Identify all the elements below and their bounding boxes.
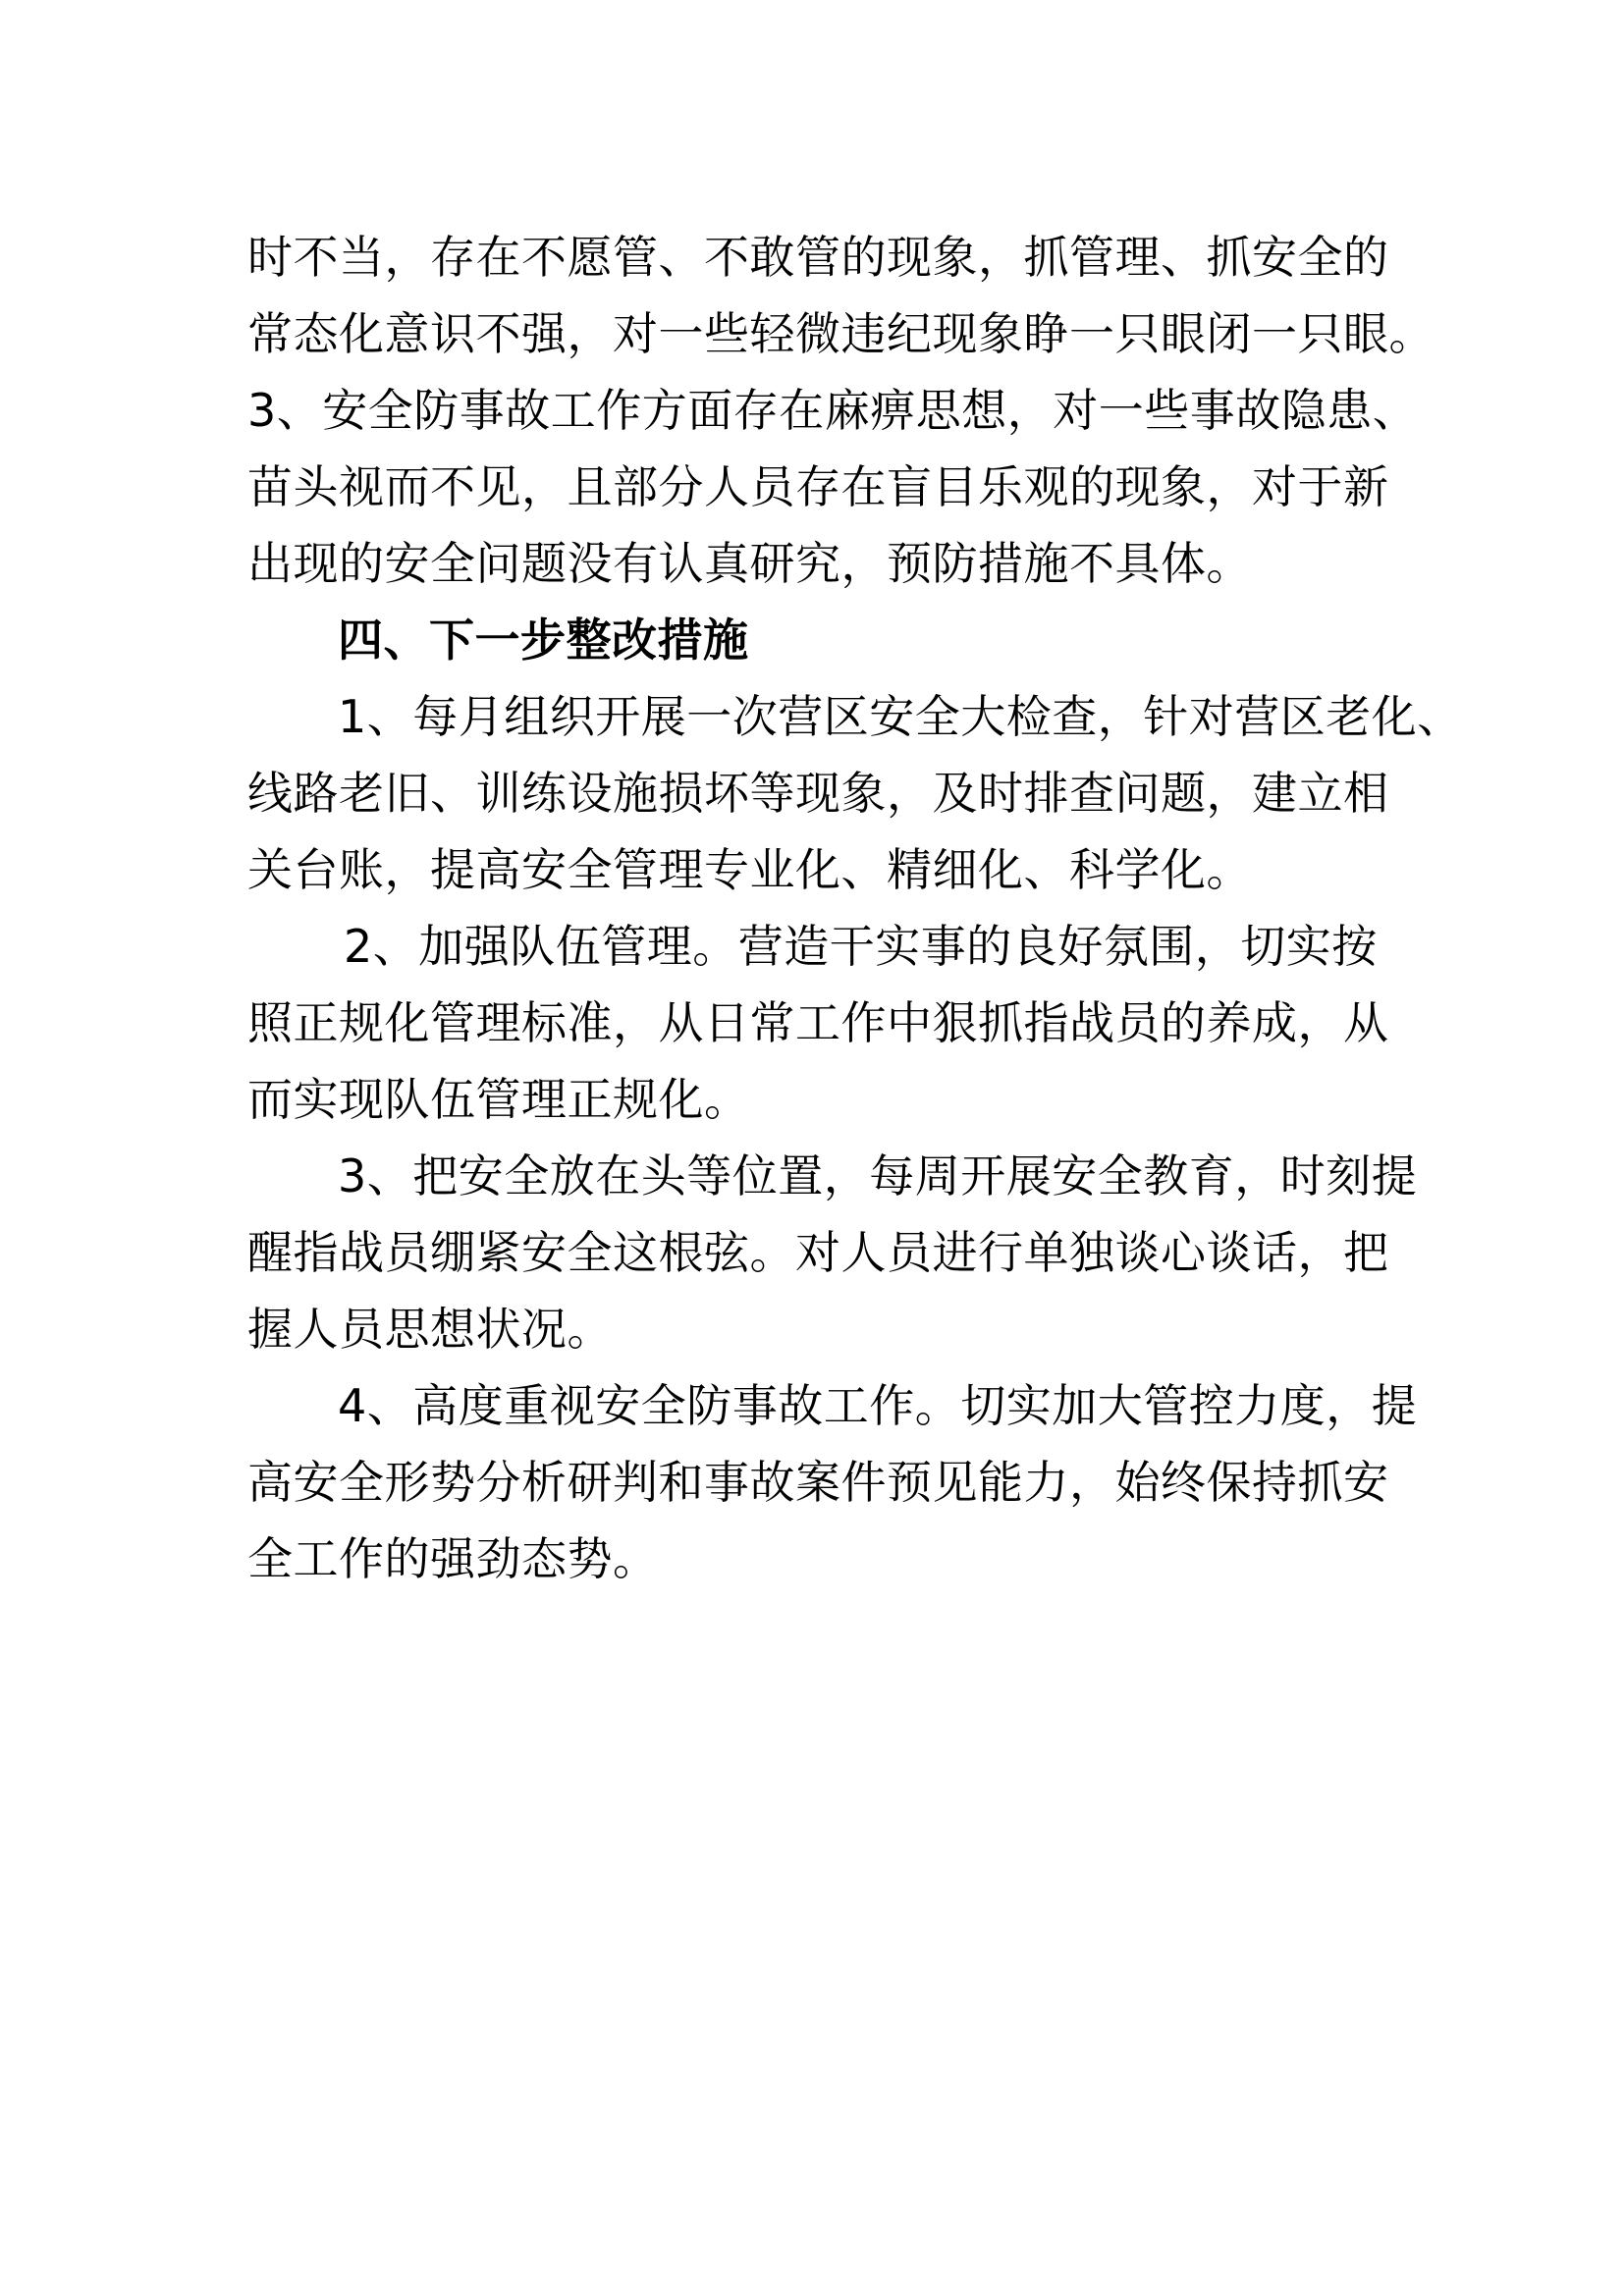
text-line: 照正规化管理标准，从日常工作中狠抓指战员的养成，从 [247, 996, 1389, 1049]
text-line: 握人员思想状况。 [247, 1303, 613, 1356]
text-line: 常态化意识不强，对一些轻微违纪现象睁一只眼闭一只眼。 [247, 307, 1435, 360]
text-line: 醒指战员绷紧安全这根弦。对人员进行单独谈心谈话，把 [247, 1226, 1389, 1279]
text-line: 3、安全防事故工作方面存在麻痹思想，对一些事故隐患、 [247, 384, 1419, 437]
text-line: 线路老旧、训练设施损坏等现象，及时排查问题，建立相 [247, 767, 1389, 820]
text-line: 3、把安全放在头等位置，每周开展安全教育，时刻提 [338, 1149, 1418, 1202]
text-line: 苗头视而不见，且部分人员存在盲目乐观的现象，对于新 [247, 460, 1389, 513]
text-line: 1、每月组织开展一次营区安全大检查，针对营区老化、 [338, 690, 1463, 743]
text-line: 全工作的强劲态势。 [247, 1532, 659, 1585]
text-line: 2、加强队伍管理。营造干实事的良好氛围，切实按 [344, 920, 1378, 973]
text-line: 而实现队伍管理正规化。 [247, 1073, 750, 1126]
text-line: 关台账，提高安全管理专业化、精细化、科学化。 [247, 843, 1252, 896]
text-line: 出现的安全问题没有认真研究，预防措施不具体。 [247, 537, 1252, 590]
text-line: 高安全形势分析研判和事故案件预见能力，始终保持抓安 [247, 1456, 1389, 1509]
text-line: 时不当，存在不愿管、不敢管的现象，抓管理、抓安全的 [247, 231, 1389, 284]
text-line: 4、高度重视安全防事故工作。切实加大管控力度，提 [338, 1379, 1418, 1432]
section-heading: 四、下一步整改措施 [338, 614, 749, 667]
